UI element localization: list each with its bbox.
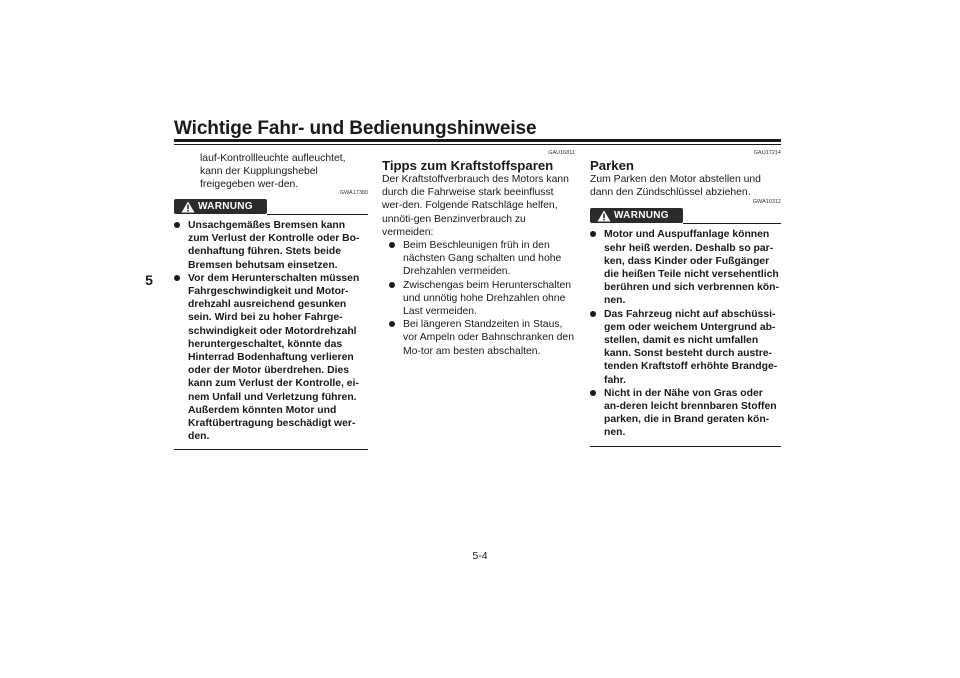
title-rule-thin (174, 144, 781, 145)
bullet-icon (590, 390, 596, 396)
warning-badge (590, 208, 683, 223)
column-3 (590, 150, 781, 447)
page-title: Wichtige Fahr- und Bedienungshinweise (174, 118, 537, 139)
warning-end-rule (174, 449, 368, 450)
bullet-icon (389, 242, 395, 248)
bullet-icon (174, 222, 180, 228)
bullet-icon (174, 275, 180, 281)
bullet-icon (590, 311, 596, 317)
section-heading-parking: Parken (590, 158, 634, 173)
col2-list (382, 239, 575, 358)
col3-warning-code: GWA10312 (752, 199, 781, 206)
column-1 (200, 152, 368, 192)
col1-warning-code: GWA17380 (339, 190, 368, 196)
column-1-warning (174, 190, 368, 450)
column-2 (382, 150, 575, 358)
list-item: Bei längeren Standzeiten in Staus, vor Ampeln oder Bahnschranken den Mo-tor am besten abschalten. (382, 318, 575, 358)
title-rule (174, 139, 781, 142)
col2-intro: Der Kraftstoffverbrauch des Motors kann durch die Fahrweise stark beeinflusst wer-den. Folgende Ratschläge helfen, unnöti-gen Benzinverbrauch zu vermeiden: (382, 174, 569, 238)
list-item: Unsachgemäßes Bremsen kann zum Verlust der Kontrolle oder Bo-denhaftung führen. Stets beide Bremsen behutsam einsetzen. (174, 219, 368, 272)
warning-label: WARNUNG (614, 210, 669, 222)
warning-rule (267, 214, 368, 215)
col3-warning-list (590, 228, 781, 439)
bullet-icon (389, 321, 395, 327)
list-item: Zwischengas beim Herunterschalten und unnötig hohe Drehzahlen ohne Last vermeiden. (382, 279, 575, 319)
col1-warning-list (174, 219, 368, 443)
col3-intro: Zum Parken den Motor abstellen und dann den Zündschlüssel abziehen. (590, 174, 761, 199)
section-heading-fuel: Tipps zum Kraftstoffsparen (382, 158, 554, 173)
list-item: Motor und Auspuffanlage können sehr heiß werden. Deshalb so par-ken, dass Kinder oder Fußgänger die heißen Teile nicht versehentlich berühren und sich verbrennen kön-nen. (590, 228, 781, 307)
warning-badge (174, 199, 267, 214)
bullet-icon (590, 231, 596, 237)
list-item: Beim Beschleunigen früh in den nächsten Gang schalten und hohe Drehzahlen vermeiden. (382, 239, 575, 279)
col1-intro: lauf-Kontrollleuchte aufleuchtet, kann der Kupplungshebel freigegeben wer-den. (200, 153, 346, 191)
warning-triangle-icon (181, 201, 195, 213)
warning-label: WARNUNG (198, 201, 253, 212)
bullet-icon (389, 282, 395, 288)
list-item: Nicht in der Nähe von Gras oder an-deren leicht brennbaren Stoffen parken, die in Brand geraten kön-nen. (590, 387, 781, 440)
warning-end-rule (590, 446, 781, 447)
warning-header (174, 199, 368, 217)
warning-header (590, 208, 781, 226)
warning-triangle-icon (597, 210, 611, 222)
page-number: 5-4 (472, 551, 488, 562)
list-item: Das Fahrzeug nicht auf abschüssi-gem oder weichem Untergrund ab-stellen, damit es nicht umfallen kann. Sonst besteht durch austre-tenden Kraftstoff erhöhte Brandge-fahr. (590, 308, 781, 387)
col3-code: GAU17214 (753, 150, 781, 156)
warning-rule (683, 223, 781, 224)
col2-code: GAU16811 (548, 150, 575, 156)
list-item: Vor dem Herunterschalten müssen Fahrgeschwindigkeit und Motor-drehzahl ausreichend gesunken sein. Wird bei zu hoher Fahrge-schwindigkeit oder Motordrehzahl heruntergeschaltet, könnte das Hinterrad Bodenhaftung verlieren oder der Motor überdrehen. Dies kann zum Verlust der Kontrolle, ei-nem Unfall und Verletzung führen. Außerdem könnten Motor und Kraftübertragung beschädigt wer-den. (174, 272, 368, 444)
chapter-number: 5 (145, 272, 153, 288)
